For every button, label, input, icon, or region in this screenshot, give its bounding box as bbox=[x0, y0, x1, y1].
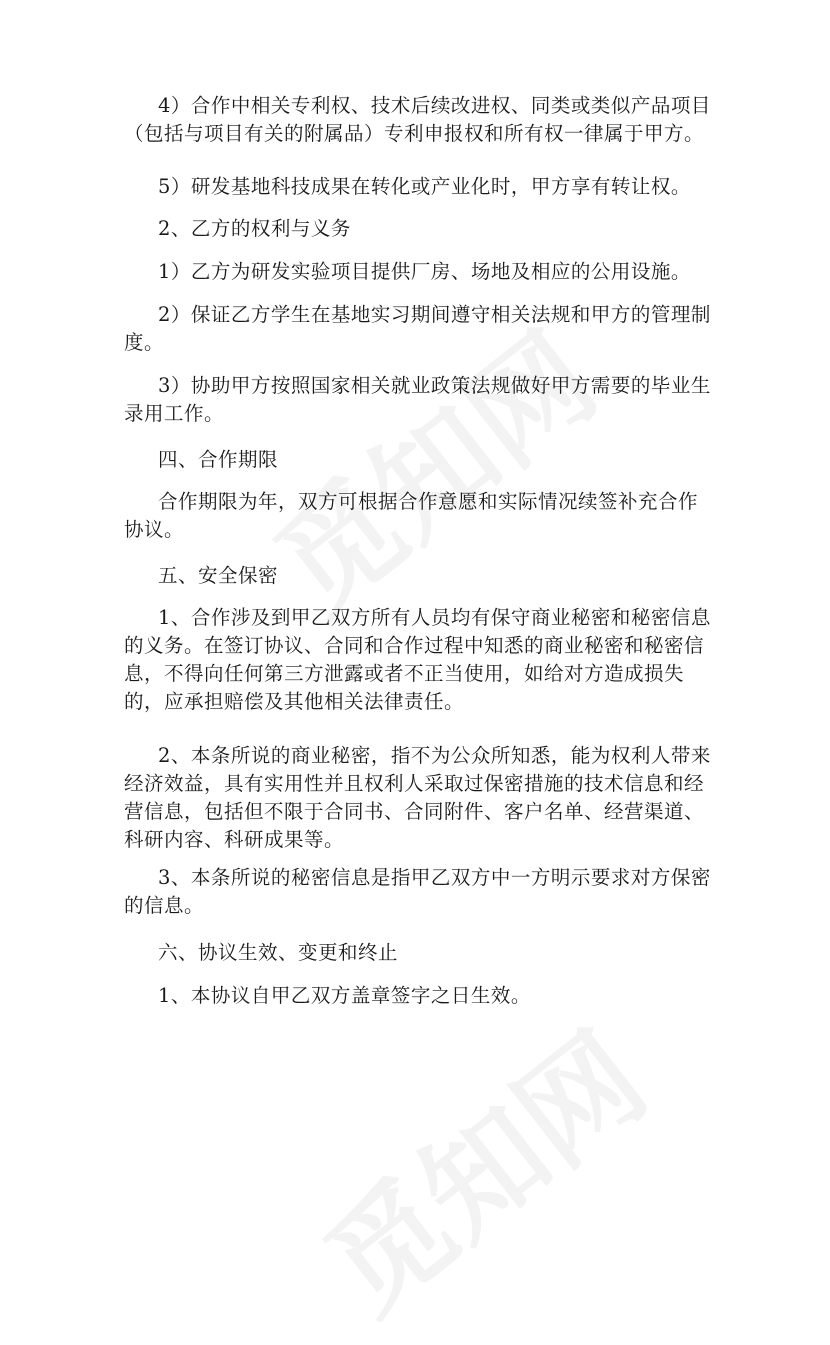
section-heading: 四、合作期限 bbox=[158, 448, 279, 471]
paragraph: 2、本条所说的商业秘密，指不为公众所知悉，能为权利人带来经济效益，具有实用性并且权利人采取过保密措施的技术信息和经营信息，包括但不限于合同书、合同附件、客户名单、经营渠道、科研内容、科研成果等。 bbox=[124, 744, 711, 851]
section-heading: 2、乙方的权利与义务 bbox=[158, 217, 351, 240]
watermark bbox=[285, 987, 675, 1344]
paragraph: 1）乙方为研发实验项目提供厂房、场地及相应的公用设施。 bbox=[158, 260, 691, 283]
paragraph: 2）保证乙方学生在基地实习期间遵守相关法规和甲方的管理制度。 bbox=[124, 303, 711, 354]
paragraph: 3）协助甲方按照国家相关就业政策法规做好甲方需要的毕业生录用工作。 bbox=[124, 374, 711, 425]
paragraph: 3、本条所说的秘密信息是指甲乙双方中一方明示要求对方保密的信息。 bbox=[124, 866, 711, 917]
paragraph: 1、合作涉及到甲乙双方所有人员均有保守商业秘密和秘密信息的义务。在签订协议、合同和合作过程中知悉的商业秘密和秘密信息，不得向任何第三方泄露或者不正当使用，如给对方造成损失的，应承担赔偿及其他相关法律责任。 bbox=[124, 606, 711, 713]
paragraph: 合作期限为年，双方可根据合作意愿和实际情况续签补充合作协议。 bbox=[124, 490, 699, 541]
paragraph: 4）合作中相关专利权、技术后续改进权、同类或类似产品项目（包括与项目有关的附属品）专利申报权和所有权一律属于甲方。 bbox=[124, 94, 711, 145]
section-heading: 六、协议生效、变更和终止 bbox=[158, 941, 399, 964]
paragraph: 5）研发基地科技成果在转化或产业化时，甲方享有转让权。 bbox=[158, 175, 691, 198]
section-heading: 五、安全保密 bbox=[158, 564, 279, 587]
paragraph: 1、本协议自甲乙双方盖章签字之日生效。 bbox=[158, 984, 531, 1007]
